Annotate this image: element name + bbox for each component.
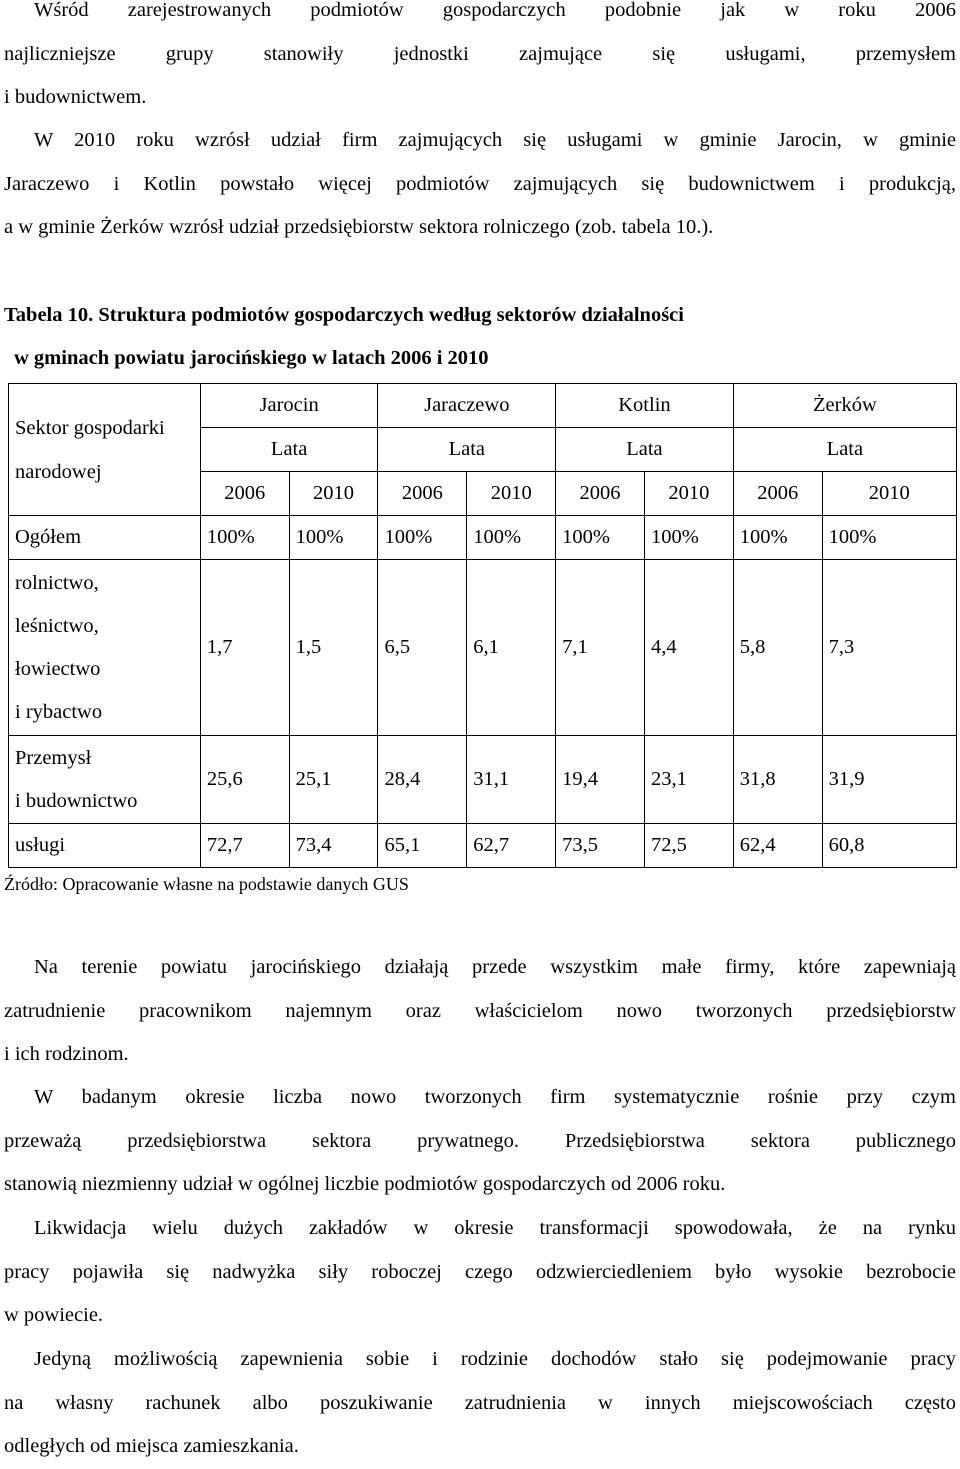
sector-label: usługi xyxy=(15,834,66,856)
table-source-note: Źródło: Opracowanie własne na podstawie danych GUS xyxy=(4,874,409,894)
value-cell: 100% xyxy=(200,516,289,560)
sector-label: łowiectwo xyxy=(15,657,101,680)
table-row-ogolem xyxy=(9,516,957,560)
intro-paragraph-2 xyxy=(4,119,956,250)
sector-label: i budownictwo xyxy=(15,789,138,812)
year-header: 2006 xyxy=(378,472,467,516)
year-header: 2010 xyxy=(822,472,956,516)
value-cell: 6,5 xyxy=(378,560,467,736)
sector-label: i rybactwo xyxy=(15,700,103,723)
gmina-header: Jarocin xyxy=(200,384,378,428)
value-cell: 72,5 xyxy=(644,824,733,868)
text-line: Na terenie powiatu jarocińskiego działają przede wszystkim małe firmy, które zapewniają xyxy=(34,956,956,978)
text-line: zatrudnienie pracownikom najemnym oraz właścicielom nowo tworzonych przedsiębiorstw xyxy=(4,999,956,1022)
table-row-rolnictwo xyxy=(9,560,957,736)
year-header: 2006 xyxy=(556,472,645,516)
text-line: Wśród zarejestrowanych podmiotów gospodarczych podobnie jak w roku 2006 xyxy=(34,0,956,21)
year-header: 2006 xyxy=(733,472,822,516)
value-cell: 100% xyxy=(644,516,733,560)
text-line: odległych od miejsca zamieszkania. xyxy=(4,1435,299,1457)
text-line: i budownictwem. xyxy=(4,86,147,108)
value-cell: 1,7 xyxy=(200,560,289,736)
table-caption-line-2: w gminach powiatu jarocińskiego w latach 2006 i 2010 xyxy=(14,347,489,369)
table-caption-line-1: Tabela 10. Struktura podmiotów gospodarczych według sektorów działalności xyxy=(4,304,684,326)
text-line: na własny rachunek albo poszukiwanie zatrudnienia w innych miejscowościach często xyxy=(4,1391,956,1414)
text-line: W badanym okresie liczba nowo tworzonych firm systematycznie rośnie przy czym xyxy=(34,1086,956,1108)
sector-header xyxy=(9,384,201,516)
value-cell: 60,8 xyxy=(822,824,956,868)
value-cell: 5,8 xyxy=(733,560,822,736)
table-row-uslugi xyxy=(9,824,957,868)
value-cell: 23,1 xyxy=(644,736,733,824)
value-cell: 65,1 xyxy=(378,824,467,868)
sector-label: rolnictwo, xyxy=(15,571,99,594)
gmina-header: Żerków xyxy=(733,384,956,428)
table-header-row-gminy xyxy=(9,384,957,428)
year-header: 2010 xyxy=(289,472,378,516)
lata-header: Lata xyxy=(378,428,556,472)
body-paragraph-4 xyxy=(4,1338,956,1469)
value-cell: 72,7 xyxy=(200,824,289,868)
intro-paragraph-1 xyxy=(4,0,956,120)
value-cell: 73,4 xyxy=(289,824,378,868)
text-line: w powiecie. xyxy=(4,1304,104,1326)
value-cell: 7,3 xyxy=(822,560,956,736)
sector-cell xyxy=(9,516,201,560)
sector-header-text: Sektor gospodarki narodowej xyxy=(15,416,165,483)
value-cell: 100% xyxy=(733,516,822,560)
year-header: 2006 xyxy=(200,472,289,516)
text-line: przeważą przedsiębiorstwa sektora prywatnego. Przedsiębiorstwa sektora publicznego xyxy=(4,1129,956,1152)
body-paragraph-2 xyxy=(4,1076,956,1207)
value-cell: 19,4 xyxy=(556,736,645,824)
lata-header: Lata xyxy=(200,428,378,472)
value-cell: 31,1 xyxy=(467,736,556,824)
sector-cell xyxy=(9,560,201,736)
value-cell: 1,5 xyxy=(289,560,378,736)
table-caption xyxy=(4,294,956,380)
value-cell: 73,5 xyxy=(556,824,645,868)
sector-cell xyxy=(9,824,201,868)
value-cell: 100% xyxy=(378,516,467,560)
text-line: a w gminie Żerków wzrósł udział przedsiębiorstw sektora rolniczego (zob. tabela 10.). xyxy=(4,216,714,238)
value-cell: 62,4 xyxy=(733,824,822,868)
value-cell: 4,4 xyxy=(644,560,733,736)
sector-cell xyxy=(9,736,201,824)
text-line: najliczniejsze grupy stanowiły jednostki zajmujące się usługami, przemysłem xyxy=(4,42,956,65)
text-line: stanowią niezmienny udział w ogólnej liczbie podmiotów gospodarczych od 2006 roku. xyxy=(4,1173,726,1195)
table-row-przemysl xyxy=(9,736,957,824)
sector-label: leśnictwo, xyxy=(15,614,99,637)
gmina-header: Kotlin xyxy=(556,384,734,428)
value-cell: 100% xyxy=(822,516,956,560)
value-cell: 25,6 xyxy=(200,736,289,824)
lata-header: Lata xyxy=(733,428,956,472)
text-line: pracy pojawiła się nadwyżka siły roboczej czego odzwierciedleniem było wysokie bezrobocie xyxy=(4,1260,956,1283)
value-cell: 28,4 xyxy=(378,736,467,824)
text-line: i ich rodzinom. xyxy=(4,1043,129,1065)
sector-label: Ogółem xyxy=(15,526,82,548)
value-cell: 7,1 xyxy=(556,560,645,736)
value-cell: 31,9 xyxy=(822,736,956,824)
value-cell: 100% xyxy=(467,516,556,560)
value-cell: 6,1 xyxy=(467,560,556,736)
value-cell: 25,1 xyxy=(289,736,378,824)
data-table xyxy=(8,383,957,867)
value-cell: 62,7 xyxy=(467,824,556,868)
value-cell: 100% xyxy=(556,516,645,560)
sector-label: Przemysł xyxy=(15,746,92,769)
text-line: W 2010 roku wzrósł udział firm zajmujących się usługami w gminie Jarocin, w gminie xyxy=(34,129,956,151)
text-line: Jedyną możliwością zapewnienia sobie i rodzinie dochodów stało się podejmowanie pracy xyxy=(34,1348,956,1370)
text-line: Likwidacja wielu dużych zakładów w okresie transformacji spowodowała, że na rynku xyxy=(34,1217,956,1239)
text-line: Jaraczewo i Kotlin powstało więcej podmiotów zajmujących się budownictwem i produkcją, xyxy=(4,172,956,195)
value-cell: 100% xyxy=(289,516,378,560)
body-paragraph-1 xyxy=(4,946,956,1077)
year-header: 2010 xyxy=(644,472,733,516)
year-header: 2010 xyxy=(467,472,556,516)
gmina-header: Jaraczewo xyxy=(378,384,556,428)
lata-header: Lata xyxy=(556,428,734,472)
body-paragraph-3 xyxy=(4,1207,956,1338)
value-cell: 31,8 xyxy=(733,736,822,824)
